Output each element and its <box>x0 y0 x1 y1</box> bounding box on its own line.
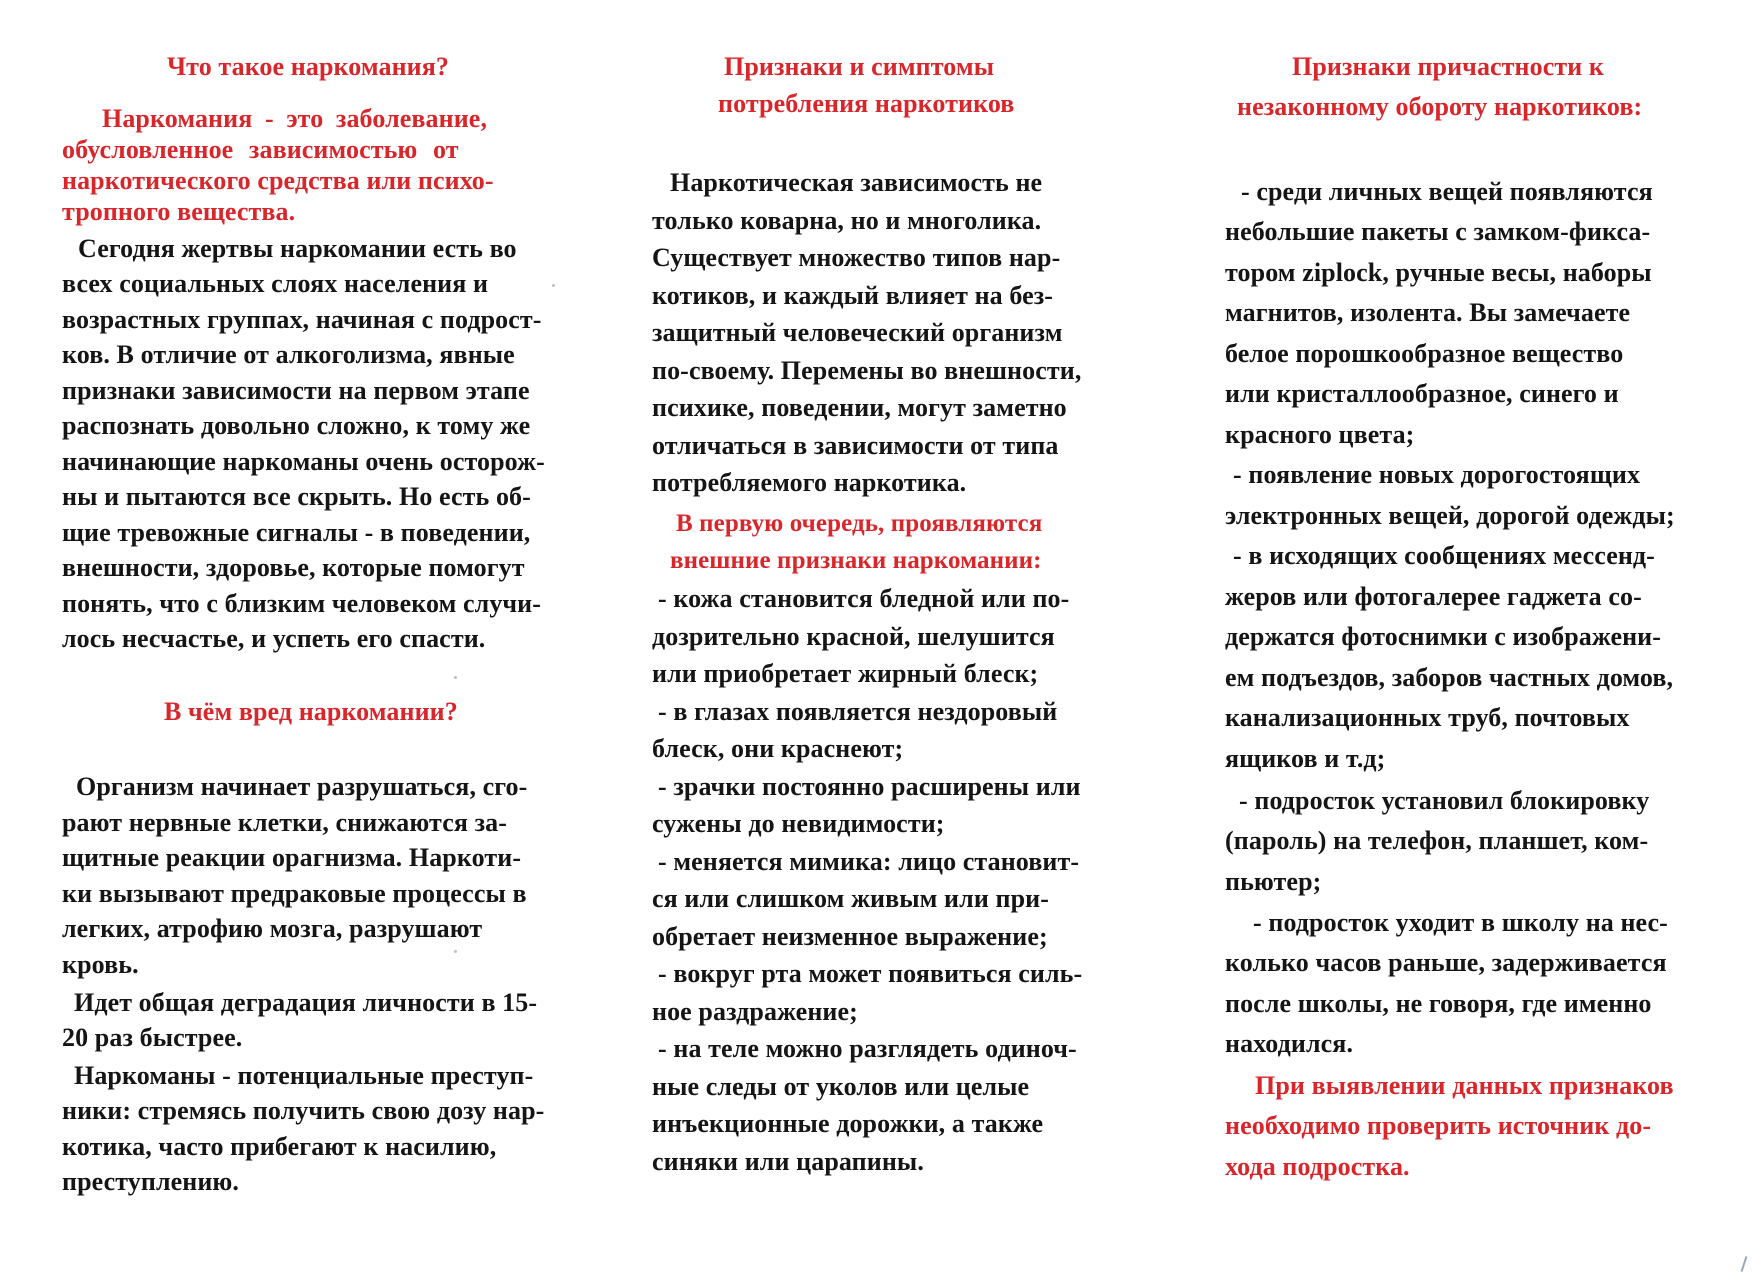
sign-line: - меняется мимика: лицо становит- <box>658 847 1080 876</box>
heading-what-is-addiction: Что такое наркомания? <box>167 52 450 81</box>
sign-line: или кристаллообразное, синего и <box>1225 379 1619 408</box>
harm-line: щитные реакции орагнизма. Наркоти- <box>62 843 522 872</box>
paragraph-line: Наркотическая зависимость не <box>670 168 1043 197</box>
sign-line: синяки или царапины. <box>652 1147 924 1176</box>
paragraph-line: потребляемого наркотика. <box>652 468 967 497</box>
definition-line: наркотического средства или психо- <box>62 166 494 195</box>
heading-symptoms: Признаки и симптомы <box>724 52 995 81</box>
sign-line: инъекционные дорожки, а также <box>652 1109 1044 1138</box>
definition-line: тропного вещества. <box>62 197 296 226</box>
paragraph-line: всех социальных слоях населения и <box>62 269 489 298</box>
sign-line: сужены до невидимости; <box>652 809 945 838</box>
harm-line: легких, атрофию мозга, разрушают <box>62 914 483 943</box>
sign-line: ное раздражение; <box>652 997 858 1026</box>
paragraph-line: щие тревожные сигналы - в поведении, <box>62 518 531 547</box>
sign-line: ся или слишком живым или при- <box>652 884 1049 913</box>
paragraph-line: начинающие наркоманы очень осторож- <box>62 447 545 476</box>
sign-line: белое порошкообразное вещество <box>1225 339 1624 368</box>
harm-line: котика, часто прибегают к насилию, <box>62 1132 497 1161</box>
harm-line: преступлению. <box>62 1167 240 1196</box>
sign-line: - подросток уходит в школу на нес- <box>1253 908 1668 937</box>
sign-line: - подросток установил блокировку <box>1239 786 1650 815</box>
definition-line: Наркомания - это заболевание, <box>102 104 488 133</box>
heading-symptoms: потребления наркотиков <box>718 89 1015 118</box>
scan-speck <box>454 950 457 953</box>
sign-line: жеров или фотогалерее гаджета со- <box>1225 582 1642 611</box>
sign-line: - зрачки постоянно расширены или <box>658 772 1081 801</box>
sign-line: ем подъездов, заборов частных домов, <box>1225 663 1674 692</box>
sign-line: тором ziplock, ручные весы, наборы <box>1225 258 1652 287</box>
paragraph-line: ков. В отличие от алкоголизма, явные <box>62 340 515 369</box>
sign-line: пьютер; <box>1225 867 1322 896</box>
paragraph-line: Сегодня жертвы наркомании есть во <box>78 234 517 263</box>
sign-line: обретает неизменное выражение; <box>652 922 1048 951</box>
harm-line: Наркоманы - потенциальные преступ- <box>74 1061 534 1090</box>
sign-line: ящиков и т.д; <box>1225 744 1386 773</box>
harm-line: рают нервные клетки, снижаются за- <box>62 808 508 837</box>
sign-line: (пароль) на телефон, планшет, ком- <box>1225 826 1649 855</box>
paragraph-line: по-своему. Перемены во внешности, <box>652 356 1082 385</box>
conclusion-line: хода подростка. <box>1225 1152 1410 1181</box>
sign-line: после школы, не говоря, где именно <box>1225 989 1652 1018</box>
paragraph-line: психике, поведении, могут заметно <box>652 393 1067 422</box>
sign-line: ные следы от уколов или целые <box>652 1072 1030 1101</box>
sign-line: - в глазах появляется нездоровый <box>658 697 1058 726</box>
sign-line: - появление новых дорогостоящих <box>1233 460 1641 489</box>
sign-line: красного цвета; <box>1225 420 1415 449</box>
harm-line: Идет общая деградация личности в 15- <box>74 988 538 1017</box>
heading-trafficking: незаконному обороту наркотиков: <box>1237 92 1643 121</box>
conclusion-line: необходимо проверить источник до- <box>1225 1111 1652 1140</box>
sign-line: канализационных труб, почтовых <box>1225 703 1630 732</box>
scan-edge-mark <box>1741 1256 1748 1272</box>
sign-line: или приобретает жирный блеск; <box>652 659 1039 688</box>
scan-speck <box>454 676 457 679</box>
paragraph-line: Существует множество типов нар- <box>652 243 1061 272</box>
paragraph-line: только коварна, но и многолика. <box>652 206 1042 235</box>
subheading-external-signs: внешние признаки наркомании: <box>670 547 1042 574</box>
sign-line: блеск, они краснеют; <box>652 734 904 763</box>
sign-line: - среди личных вещей появляются <box>1241 177 1653 206</box>
heading-harm: В чём вред наркомании? <box>164 697 458 726</box>
paragraph-line: внешности, здоровье, которые помогут <box>62 553 525 582</box>
definition-line: обусловленное зависимостью от <box>62 135 459 164</box>
scan-speck <box>552 284 555 287</box>
paragraph-line: отличаться в зависимости от типа <box>652 431 1059 460</box>
paragraph-line: распознать довольно сложно, к тому же <box>62 411 531 440</box>
paragraph-line: понять, что с близким человеком случи- <box>62 589 542 618</box>
paragraph-line: признаки зависимости на первом этапе <box>62 376 530 405</box>
paragraph-line: ны и пытаются все скрыть. Но есть об- <box>62 482 531 511</box>
sign-line: электронных вещей, дорогой одежды; <box>1225 501 1675 530</box>
harm-line: Организм начинает разрушаться, сго- <box>76 772 528 801</box>
heading-trafficking: Признаки причастности к <box>1292 52 1605 81</box>
paragraph-line: лось несчастье, и успеть его спасти. <box>62 624 486 653</box>
conclusion-line: При выявлении данных признаков <box>1255 1071 1674 1100</box>
sign-line: дозрительно красной, шелушится <box>652 622 1055 651</box>
sign-line: магнитов, изолента. Вы замечаете <box>1225 298 1631 327</box>
sign-line: - на теле можно разглядеть одиноч- <box>658 1034 1077 1063</box>
sign-line: небольшие пакеты с замком-фикса- <box>1225 217 1651 246</box>
sign-line: держатся фотоснимки с изображени- <box>1225 622 1662 651</box>
sign-line: - кожа становится бледной или по- <box>658 584 1070 613</box>
subheading-external-signs: В первую очередь, проявляются <box>676 510 1043 537</box>
sign-line: - вокруг рта может появиться силь- <box>658 959 1083 988</box>
harm-line: 20 раз быстрее. <box>62 1023 243 1052</box>
sign-line: находился. <box>1225 1029 1354 1058</box>
sign-line: - в исходящих сообщениях мессенд- <box>1233 541 1655 570</box>
paragraph-line: защитный человеческий организм <box>652 318 1063 347</box>
paragraph-line: котиков, и каждый влияет на без- <box>652 281 1054 310</box>
harm-line: ки вызывают предраковые процессы в <box>62 879 527 908</box>
sign-line: колько часов раньше, задерживается <box>1225 948 1667 977</box>
paragraph-line: возрастных группах, начиная с подрост- <box>62 305 542 334</box>
harm-line: ники: стремясь получить свою дозу нар- <box>62 1096 545 1125</box>
harm-line: кровь. <box>62 950 139 979</box>
